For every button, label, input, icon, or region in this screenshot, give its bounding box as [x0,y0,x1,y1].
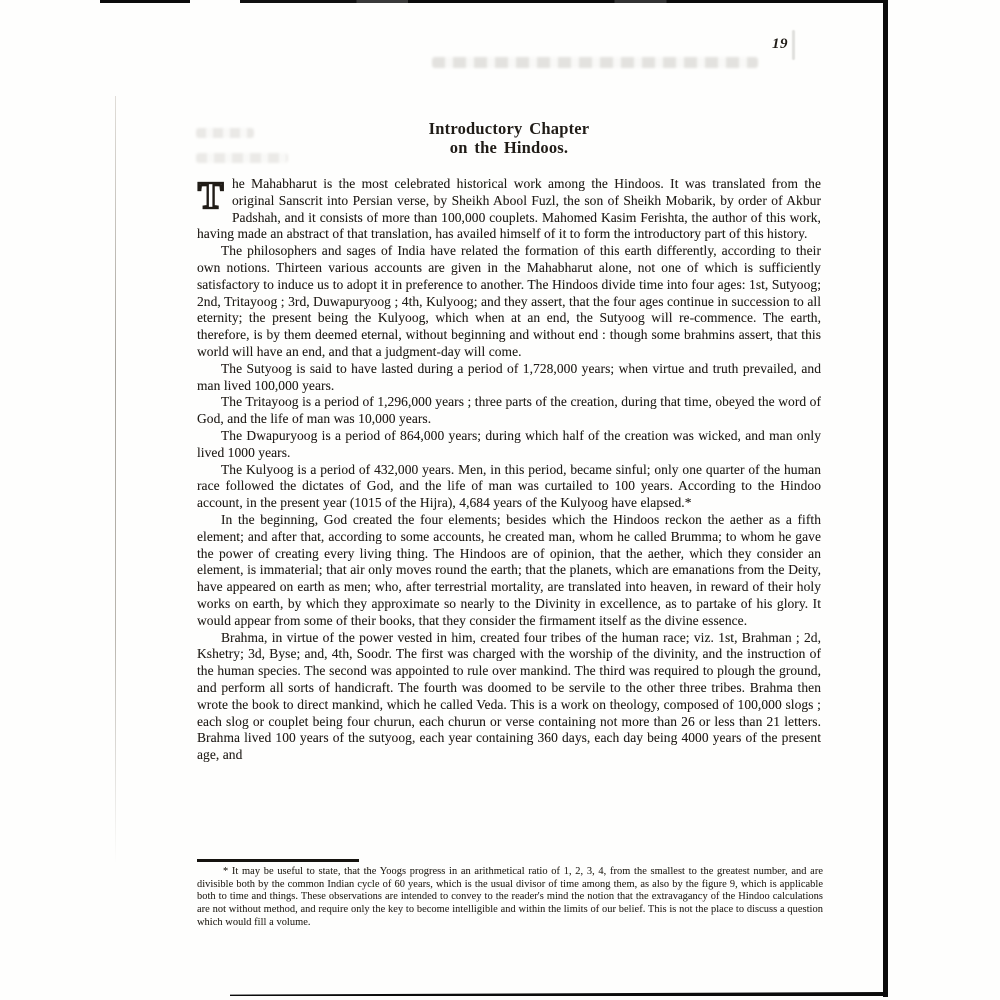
footnote-text: * It may be useful to state, that the Yoogs progress in an arithmetical ratio of 1, 2, 3, 4, from the smallest to the greatest number, and are divisible both by the common Indian cycle of 60 years, which is the usual divisor of time among them, as also by the figure 9, which is applicable both to time and things. These observations are intended to convey to the reader's mind the notion that the extravagancy of the Hindoo calculations are not without method, and require only the key to become intelligible and within the limits of our belief. This is not the place to discuss a question which would fill a volume. [197,866,823,928]
body-paragraph: In the beginning, God created the four elements; besides which the Hindoos reckon the aether as a fifth element; and after that, according to some accounts, he created man, whom he called Brumma; to whom he gave the power of creating every living thing. The Hindoos are of opinion, that the aether, which they consider an element, is immaterial; that air only moves round the earth; that the planets, which are emanations from the Deity, have appeared on earth as men; who, after terrestrial mortality, are translated into heaven, in reward of their holy works on earth, by which they approximate so nearly to the Divinity in excellence, as to partake of his glory. It would appear from some of their books, that they consider the firmament itself as the divine essence. [197,511,821,628]
page-fold-line [115,96,116,864]
scan-border-top [240,0,886,3]
scan-speck-artifact [792,30,795,60]
chapter-title-line2: on the Hindoos. [449,138,569,157]
scan-border-top-segment [100,0,190,3]
body-paragraph: Brahma, in virtue of the power vested in him, created four tribes of the human race; viz. 1st, Brahman ; 2d, Kshetry; 3d, Byse; and, 4th, Soodr. The first was charged with the worship of the divinity, and the instruction of the human species. The second was appointed to rule over mankind. The third was required to plough the ground, and perform all sorts of handicraft. The fourth was doomed to be servile to the other three tribes. Brahma then wrote the book to direct mankind, which he called Veda. This is a work on theology, composed of 100,000 slogs ; each slog or couplet being four churun, each churun or verse containing not more than 26 or less than 21 letters. Brahma lived 100 years of the sutyoog, each year containing 360 days, each day being 4000 years of the present age, and [197,629,821,763]
chapter-title [197,119,821,157]
footnote [197,866,823,930]
scan-border-bottom [230,992,886,996]
body-paragraph: The Kulyoog is a period of 432,000 years. Men, in this period, became sinful; only one quarter of the human race followed the dictates of God, and the life of man was curtailed to 100 years. According to the Hindoo account, in the present year (1015 of the Hijra), 4,684 years of the Kulyoog have elapsed.* [197,461,821,511]
body-text [197,176,821,764]
body-paragraph: The Sutyoog is said to have lasted during a period of 1,728,000 years; when virtue and truth prevailed, and man lived 100,000 years. [197,360,821,393]
chapter-title-line1: Introductory Chapter [428,119,590,138]
paragraph-text: he Mahabharut is the most celebrated historical work among the Hindoos. It was translated from the original Sanscrit into Persian verse, by Sheikh Abool Fuzl, the son of Sheikh Mobarik, by order of Akbur Padshah, and it consists of more than 100,000 couplets. Mahomed Kasim Ferishta, the author of this work, having made an abstract of that translation, has availed himself of it to form the introductory part of this history. [197,176,821,242]
body-paragraph: The Tritayoog is a period of 1,296,000 years ; three parts of the creation, during that time, obeyed the word of God, and the life of man was 10,000 years. [197,394,821,427]
page-number: 19 [772,36,788,52]
bleed-through-artifact [432,57,758,68]
body-paragraph [197,176,821,243]
footnote-rule [197,859,359,862]
body-paragraph: The Dwapuryoog is a period of 864,000 years; during which half of the creation was wicked, and man only lived 1000 years. [197,427,821,460]
scan-border-right [883,0,888,997]
svg-text:T: T [198,179,224,214]
drop-cap-letter [197,179,227,214]
body-paragraph: The philosophers and sages of India have related the formation of this earth differently, according to their own notions. Thirteen various accounts are given in the Mahabharut alone, not one of which is sufficiently satisfactory to induce us to adopt it in preference to another. The Hindoos divide time into four ages: 1st, Sutyoog; 2nd, Tritayoog ; 3rd, Duwapuryoog ; 4th, Kulyoog; and they assert, that the four ages continue in succession to all eternity; the present being the Kulyoog, which when at an end, the Sutyoog will re-commence. The earth, therefore, is by them deemed eternal, without beginning and without end : though some brahmins assert, that this world will have an end, and that a judgment-day will come. [197,243,821,359]
